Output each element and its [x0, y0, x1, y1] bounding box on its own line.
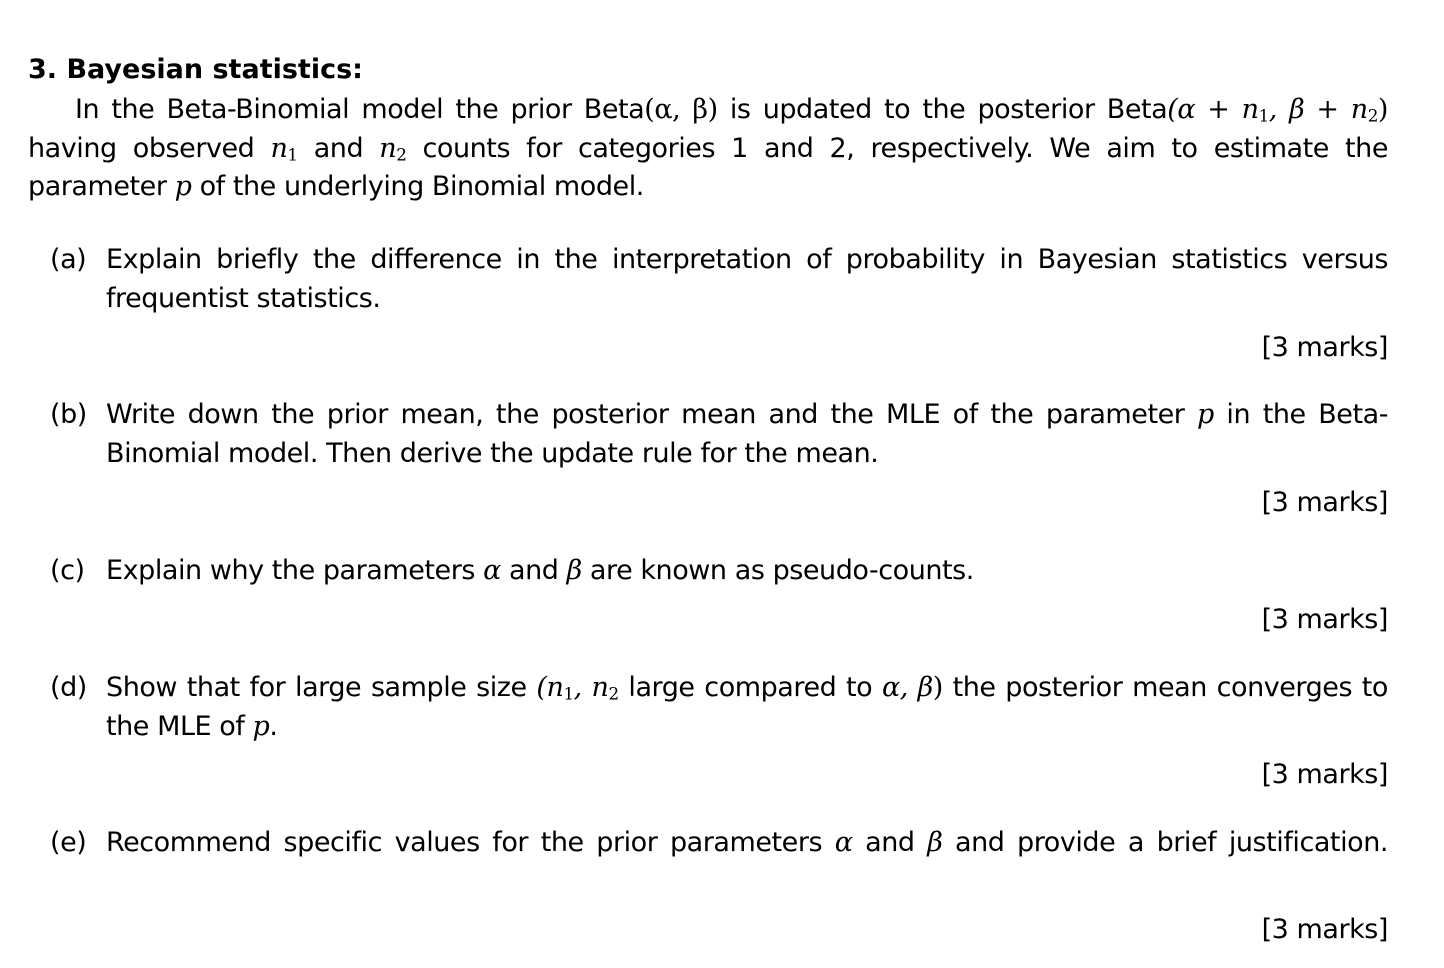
part-text: Explain why the parameters α and β are known as pseudo-counts. [106, 555, 974, 586]
math-n2: n [379, 132, 397, 164]
math-n2: , n [573, 672, 609, 703]
marks-a: [3 marks] [1261, 332, 1388, 363]
part-b [50, 396, 1388, 473]
marks-e: [3 marks] [1261, 914, 1388, 945]
part-c [50, 552, 1388, 591]
part-text: Write down the prior mean, the posterior mean and the MLE of the parameter p in the Beta-Binomial model. Then derive the update rule for the mean. [106, 399, 1388, 469]
intro-text: having observed [28, 132, 271, 164]
posterior-args: ) [1377, 94, 1388, 125]
part-a [50, 241, 1388, 318]
math-beta: β [927, 827, 943, 858]
intro-text: counts for categories 1 and 2, respectively. We aim to estimate the parameter [28, 132, 1388, 202]
marks-d: [3 marks] [1261, 759, 1388, 790]
part-d [50, 669, 1388, 746]
question-intro [28, 91, 1388, 207]
marks-c: [3 marks] [1261, 604, 1388, 635]
math-beta: β [566, 555, 582, 586]
math-p: p [252, 710, 270, 742]
part-label: (e) [50, 827, 87, 858]
part-text: Recommend specific values for the prior parameters α and β and provide a brief justification. [106, 827, 1388, 858]
marks-b: [3 marks] [1261, 487, 1388, 518]
part-text: Show that for large sample size ($n_1$, $n_2$ large compared to α, β) the posterior mean converges to the MLE of p. [106, 672, 1388, 742]
math-p: p [1196, 399, 1214, 430]
part-label: (a) [50, 244, 87, 275]
part-text: Explain briefly the difference in the interpretation of probability in Bayesian statistics versus frequentist statistics. [106, 244, 1388, 314]
subscript: 2 [1367, 105, 1378, 126]
intro-text: of the underlying Binomial model. [191, 171, 644, 202]
math-n1: n [270, 132, 288, 164]
math-n1: (n [536, 672, 564, 703]
subscript: 1 [287, 144, 298, 165]
part-label: (c) [50, 555, 85, 586]
math-p: p [174, 171, 192, 202]
part-label: (b) [50, 399, 87, 430]
intro-text: In the Beta-Binomial model the prior Beta [75, 94, 645, 125]
math-alpha: α [483, 555, 501, 586]
part-e [50, 824, 1388, 863]
posterior-args: (α + n [1167, 94, 1259, 125]
posterior-args: , β + n [1268, 94, 1368, 125]
subscript: 2 [396, 144, 407, 165]
part-label: (d) [50, 672, 87, 703]
subscript: 1 [1258, 105, 1269, 126]
math-alpha: α [834, 827, 853, 858]
question-heading: 3. Bayesian statistics: [28, 54, 363, 85]
math-alpha-beta: α, β [881, 672, 933, 703]
intro-text: and [297, 132, 380, 164]
intro-text: is updated to the posterior Beta [717, 94, 1168, 125]
prior-args: (α, β) [644, 94, 718, 125]
